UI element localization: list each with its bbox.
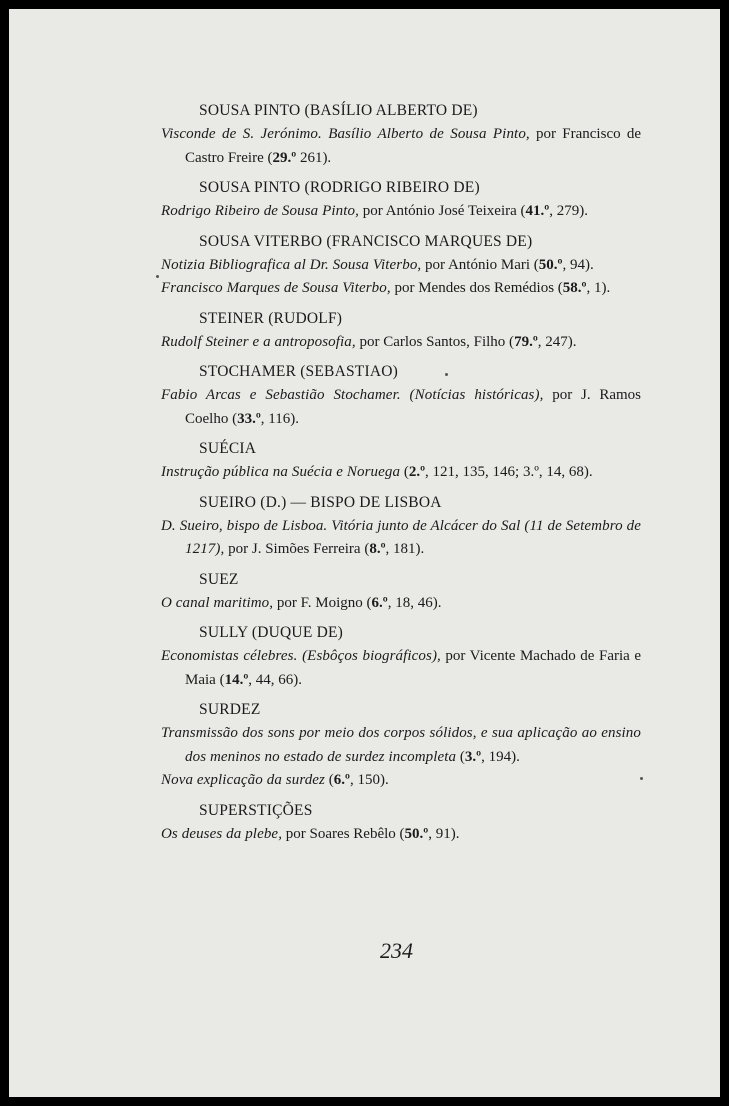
section xyxy=(161,698,641,793)
page-number: 234 xyxy=(380,938,413,963)
entry-author: por Mendes dos Remédios ( xyxy=(390,280,563,296)
entry-title: Os deuses da plebe, xyxy=(161,825,283,842)
entry-pages: , 91). xyxy=(428,825,460,842)
index-entry xyxy=(161,384,641,431)
entry-title: Instrução pública na Suécia e Noruega xyxy=(161,464,401,480)
section xyxy=(161,99,641,170)
entry-author: por F. Moigno ( xyxy=(273,594,372,611)
entry-pages: , 94). xyxy=(562,256,594,273)
index-entry xyxy=(161,254,641,278)
entry-volume: 3.º xyxy=(464,748,482,765)
section-heading: SOUSA PINTO (BASÍLIO ALBERTO DE) xyxy=(199,102,478,119)
entry-author: por Francisco de Castro Freire ( xyxy=(185,126,642,166)
entry-title: Notizia Bibliografica al Dr. Sousa Viterbo, xyxy=(161,256,422,273)
entry-volume: 2.º xyxy=(408,464,426,480)
entry-author: por Carlos Santos, Filho ( xyxy=(355,333,515,350)
scan-speck xyxy=(156,275,159,278)
index-entry xyxy=(161,123,641,170)
section-heading: SULLY (DUQUE DE) xyxy=(199,624,343,641)
entry-volume: 29.º xyxy=(272,149,297,166)
scan-speck xyxy=(640,777,643,780)
section xyxy=(161,621,641,692)
index-entry xyxy=(161,769,641,793)
entry-pages: , 247). xyxy=(537,333,577,350)
document-page xyxy=(9,9,720,1097)
entry-volume: 33.º xyxy=(237,410,261,427)
entry-volume: 14.º xyxy=(224,671,249,688)
entry-pages: , 1). xyxy=(586,280,611,296)
entry-volume: 41.º xyxy=(525,203,550,219)
section xyxy=(161,176,641,224)
entry-volume: 6.º xyxy=(371,594,388,611)
entry-title: Economistas célebres. (Esbôços biográficos), xyxy=(161,648,441,664)
entry-author: ( xyxy=(456,748,465,765)
section xyxy=(161,230,641,301)
section-heading: SUPERSTIÇÕES xyxy=(199,801,313,819)
index-entry xyxy=(161,645,641,692)
index-entry xyxy=(161,722,641,769)
entry-pages: , 181). xyxy=(385,541,425,557)
entry-author: por J. Simões Ferreira ( xyxy=(224,541,370,557)
entry-title: Francisco Marques de Sousa Viterbo, xyxy=(161,280,391,296)
entry-title: Visconde de S. Jerónimo. Basílio Alberto de Sousa Pinto, xyxy=(161,126,530,142)
section-heading: SURDEZ xyxy=(199,701,261,718)
entry-author: por António José Teixeira ( xyxy=(358,203,526,219)
entry-author: por António Mari ( xyxy=(421,256,539,273)
scan-speck xyxy=(445,373,448,376)
entry-pages: , 194). xyxy=(481,748,520,765)
entry-title: Rudolf Steiner e a antroposofia, xyxy=(161,333,356,350)
index-entry xyxy=(161,200,641,224)
index-content xyxy=(161,93,641,850)
section-heading: SUEZ xyxy=(199,570,239,588)
section xyxy=(161,360,641,431)
entry-title: Nova explicação da surdez xyxy=(161,772,325,788)
entry-pages: , 44, 66). xyxy=(248,671,303,688)
entry-title: D. Sueiro, bispo de Lisboa. Vitória junto de Alcácer do Sal (11 de Setembro de 1217), xyxy=(161,517,641,557)
section-heading: SUÉCIA xyxy=(199,440,257,457)
entry-pages: 261). xyxy=(296,149,332,166)
section-heading: SOUSA PINTO (RODRIGO RIBEIRO DE) xyxy=(199,179,480,196)
entry-author: por Vicente Machado de Faria e Maia ( xyxy=(185,648,641,688)
entry-volume: 50.º xyxy=(538,256,563,273)
entry-volume: 58.º xyxy=(562,280,587,296)
entry-title: Transmissão dos sons por meio dos corpos sólidos, e sua aplicação ao ensino dos meninos no estado de surdez incompleta xyxy=(161,725,641,765)
entry-volume: 6.º xyxy=(333,772,350,788)
section-heading: SUEIRO (D.) — BISPO DE LISBOA xyxy=(199,493,442,511)
entry-pages: , 18, 46). xyxy=(387,594,442,611)
entry-pages: , 150). xyxy=(349,772,389,788)
entry-pages: , 121, 135, 146; 3.º, 14, 68). xyxy=(425,464,593,480)
section-heading: STOCHAMER (SEBASTIAO) xyxy=(199,363,398,380)
section xyxy=(161,307,641,355)
entry-title: Rodrigo Ribeiro de Sousa Pinto, xyxy=(161,203,359,219)
entry-author: ( xyxy=(325,772,334,788)
entry-author: por J. Ramos Coelho ( xyxy=(185,387,642,427)
index-entry xyxy=(161,331,641,355)
entry-pages: , 116). xyxy=(260,410,299,427)
entry-volume: 50.º xyxy=(404,825,429,842)
index-entry xyxy=(161,823,641,847)
section xyxy=(161,799,641,847)
index-entry xyxy=(161,461,641,485)
entry-title: Fabio Arcas e Sebastião Stochamer. (Notícias históricas), xyxy=(161,387,544,403)
entry-volume: 8.º xyxy=(369,541,386,557)
entry-author: ( xyxy=(400,464,409,480)
index-entry xyxy=(161,515,641,562)
entry-pages: , 279). xyxy=(549,203,588,219)
entry-title: O canal maritimo, xyxy=(161,594,274,611)
section xyxy=(161,437,641,485)
section xyxy=(161,491,641,562)
section xyxy=(161,568,641,616)
entry-author: por Soares Rebêlo ( xyxy=(282,825,405,842)
index-entry xyxy=(161,592,641,616)
index-entry xyxy=(161,277,641,301)
entry-volume: 79.º xyxy=(514,333,538,350)
section-heading: SOUSA VITERBO (FRANCISCO MARQUES DE) xyxy=(199,232,533,250)
section-heading: STEINER (RUDOLF) xyxy=(199,309,343,327)
